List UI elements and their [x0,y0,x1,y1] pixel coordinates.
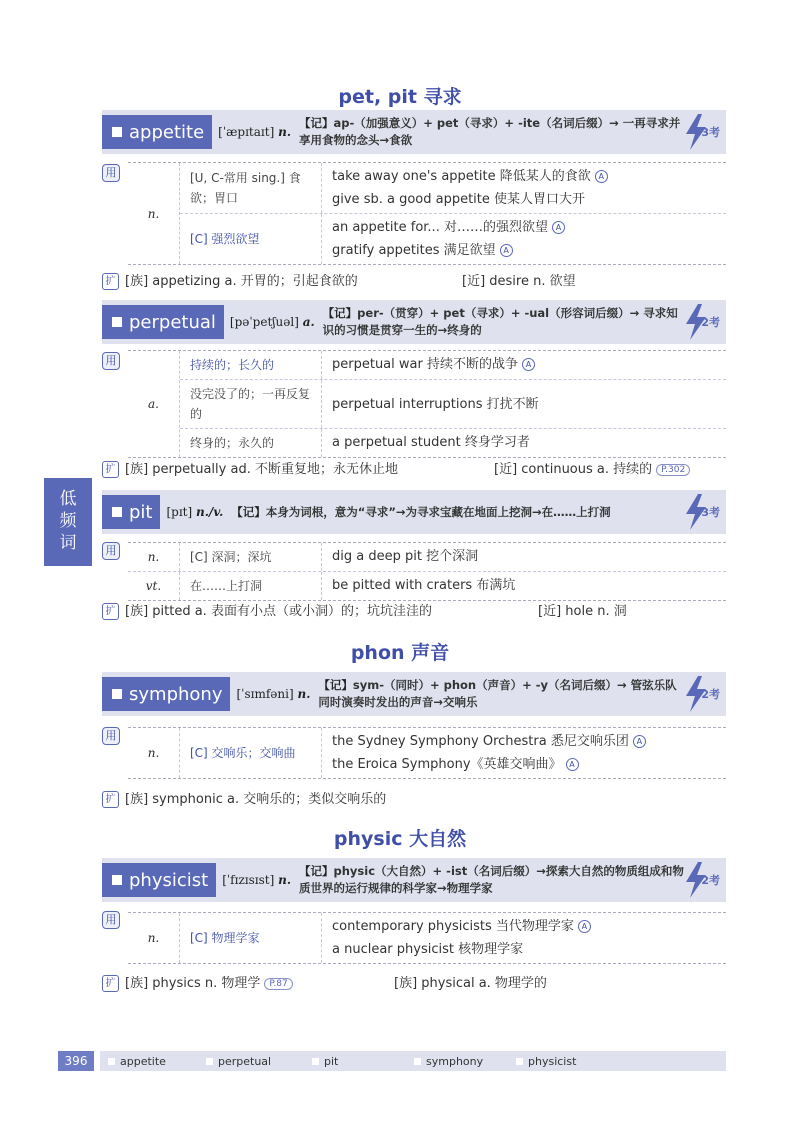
word-header-perpetual [102,300,726,344]
word-header-appetite [102,110,726,154]
sense: [U, C-常用 sing.] 食欲；胃口 [180,163,322,213]
definition-table-physicist [128,912,726,964]
footer-word: perpetual [206,1055,312,1068]
table-row [128,728,726,778]
footer-word: symphony [414,1055,516,1068]
table-row [180,351,726,379]
audio-icon: A [566,758,579,771]
memory-note: 【记】本身为词根，意为“寻求”→为寻求宝藏在地面上挖洞→在……上打洞 [231,504,611,519]
definition-table-pit [128,542,726,601]
part-of-speech: vt. [128,572,180,600]
table-row [180,213,726,264]
memory-note: 【记】sym-（同时）+ phon（声音）+ -y（名词后缀）→ 管弦乐队同时演奏时发出的声音→交响乐 [318,678,677,709]
sense: 持续的；长久的 [180,351,322,379]
phonetic: [ˈæpɪtaɪt] n. [218,125,291,139]
table-row [128,571,726,600]
extension-line: 扩 [族] appetizing a. 开胃的；引起食欲的 [近] desire n. 欲望 [102,270,726,290]
sense: 没完没了的；一再反复的 [180,380,322,428]
table-row [128,543,726,571]
word-header-symphony [102,672,726,716]
use-icon: 用 [102,164,120,182]
page-reference-link[interactable]: P.302 [656,464,690,476]
table-row [180,163,726,213]
audio-icon: A [595,170,608,183]
use-icon: 用 [102,352,120,370]
part-of-speech: a. [128,351,180,457]
use-icon: 用 [102,542,120,560]
footer-word: pit [312,1055,414,1068]
definition-table-symphony [128,727,726,779]
headword-appetite: appetite [102,115,212,149]
section-title-physic: physic 大自然 [333,828,467,850]
definition-table-perpetual [128,350,726,458]
phonetic: [ˈfɪzɪsɪst] n. [222,873,292,887]
page-footer [58,1050,726,1072]
extend-icon: 扩 [102,273,119,290]
audio-icon: A [500,244,513,257]
extension-line: 扩 [族] pitted a. 表面有小点（或小洞）的；坑坑洼洼的 [近] hole n. 洞 [102,600,726,620]
page-number: 396 [58,1051,94,1071]
headword-symphony: symphony [102,677,230,711]
page-reference-link[interactable]: P.87 [264,978,292,990]
sense: [C] 深洞；深坑 [180,543,322,571]
audio-icon: A [578,920,591,933]
table-row [128,913,726,963]
examples: contemporary physicists 当代物理学家 A a nuclear physicist 核物理学家 [322,913,726,963]
extension-line: 扩 [族] physics n. 物理学 P.87 [族] physical a. 物理学的 [102,972,726,992]
phonetic: [ˈsɪmfəni] n. [236,687,311,701]
memory-note: 【记】per-（贯穿）+ pet（寻求）+ -ual（形容词后缀）→ 寻求知识的习惯是贯穿一生的→终身的 [322,306,678,337]
lightning-icon: 3考 [682,114,718,150]
part-of-speech: n. [128,728,180,778]
phonetic: [pɪt] n./v. [166,505,224,519]
section-title-phon: phon 声音 [350,642,450,664]
audio-icon: A [522,358,535,371]
word-header-physicist [102,858,726,902]
word-header-pit [102,490,726,534]
lightning-icon: 3考 [682,494,718,530]
sense: 终身的；永久的 [180,429,322,457]
lightning-icon: 2考 [682,304,718,340]
part-of-speech: n. [128,163,180,264]
extend-icon: 扩 [102,791,119,808]
examples: perpetual war 持续不断的战争 A [322,351,726,379]
extension-line: 扩 [族] perpetually ad. 不断重复地；永无休止地 [近] continuous a. 持续的 P.302 [102,458,726,478]
extension-line: 扩 [族] symphonic a. 交响乐的；类似交响乐的 [102,788,726,808]
table-row [180,428,726,457]
part-of-speech: n. [128,543,180,571]
examples: a perpetual student 终身学习者 [332,435,530,450]
definition-table-appetite [128,162,726,265]
examples: an appetite for... 对……的强烈欲望 A gratify appetites 满足欲望 A [322,214,726,264]
sense: [C] 物理学家 [180,913,322,963]
lightning-icon: 2考 [682,862,718,898]
use-icon: 用 [102,911,120,929]
memory-note: 【记】ap-（加强意义）+ pet（寻求）+ -ite（名词后缀）→ 一再寻求并享用食物的念头→食欲 [299,116,681,147]
side-tab-low-frequency: 低频词 [44,478,92,566]
footer-word: physicist [516,1055,576,1068]
lightning-icon: 2考 [682,676,718,712]
audio-icon: A [633,735,646,748]
sense: [C] 强烈欲望 [180,214,322,264]
audio-icon: A [552,221,565,234]
phonetic: [pəˈpetʃuəl] a. [229,315,315,329]
headword-pit: pit [102,495,160,529]
examples: the Sydney Symphony Orchestra 悉尼交响乐团 A the Eroica Symphony《英雄交响曲》 A [322,728,726,778]
section-title-pet-pit: pet, pit 寻求 [338,86,462,108]
examples: perpetual interruptions 打扰不断 [332,396,539,412]
sense: [C] 交响乐；交响曲 [180,728,322,778]
examples: dig a deep pit 挖个深洞 [332,549,479,564]
extend-icon: 扩 [102,461,119,478]
sense: 在……上打洞 [180,572,322,600]
extend-icon: 扩 [102,975,119,992]
use-icon: 用 [102,727,120,745]
footer-word: appetite [108,1055,206,1068]
memory-note: 【记】physic（大自然）+ -ist（名词后缀）→探索大自然的物质组成和物质世界的运行规律的科学家→物理学家 [299,864,684,895]
part-of-speech: n. [128,913,180,963]
footer-word-index [100,1051,726,1071]
extend-icon: 扩 [102,603,119,620]
headword-perpetual: perpetual [102,305,224,339]
examples: take away one's appetite 降低某人的食欲 A give sb. a good appetite 使某人胃口大开 [322,163,726,213]
table-row [180,379,726,428]
headword-physicist: physicist [102,863,216,897]
examples: be pitted with craters 布满坑 [332,578,516,593]
